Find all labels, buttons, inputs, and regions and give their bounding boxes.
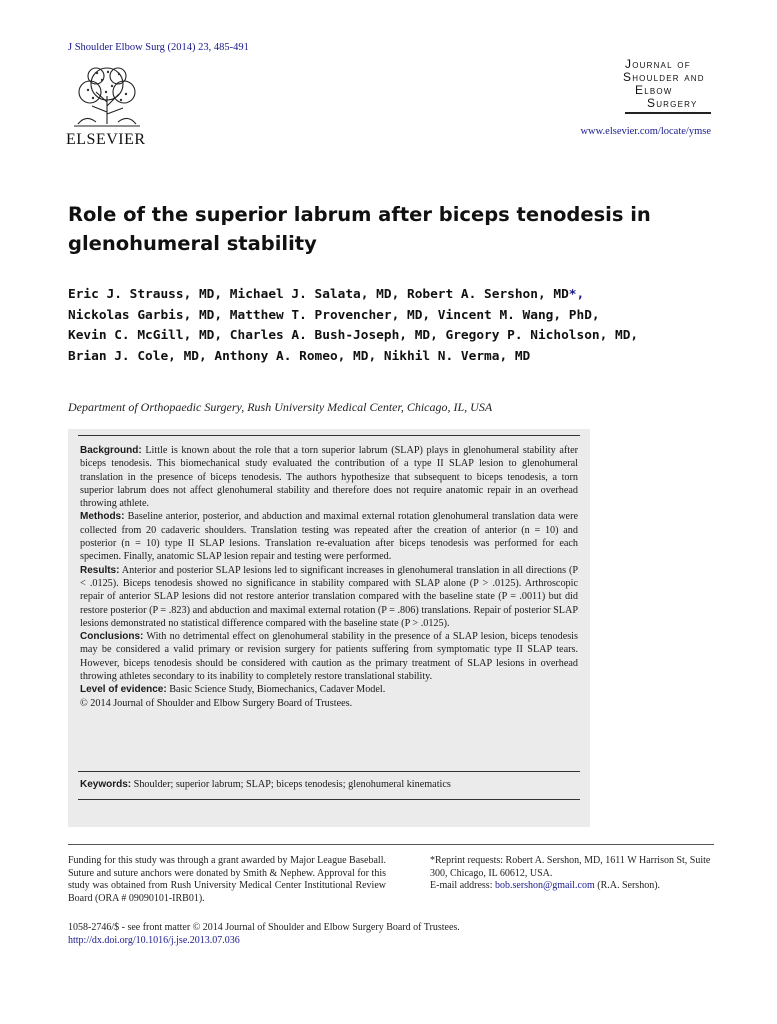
- abstract-background: [80, 444, 578, 510]
- author-list: [68, 285, 718, 367]
- author-line-text: Eric J. Strauss, MD, Michael J. Salata, MD, Robert A. Sershon, MD: [68, 287, 569, 302]
- abstract-body: [80, 444, 578, 710]
- journal-logo-rule: [625, 112, 711, 114]
- section-label: Conclusions:: [80, 631, 144, 643]
- keywords: [80, 778, 578, 791]
- author-line: Nickolas Garbis, MD, Matthew T. Provencher, MD, Vincent M. Wang, PhD,: [68, 307, 600, 323]
- reprint-address: *Reprint requests: Robert A. Sershon, MD, 1611 W Harrison St, Suite 300, Chicago, IL 60612, USA.: [430, 855, 711, 879]
- issn-line: 1058-2746/$ - see front matter © 2014 Journal of Shoulder and Elbow Surgery Board of Trustees.: [68, 922, 460, 933]
- journal-url-link[interactable]: www.elsevier.com/locate/ymse: [580, 126, 711, 137]
- journal-logo-line: Elbow: [635, 83, 673, 97]
- section-text: Little is known about the role that a torn superior labrum (SLAP) plays in glenohumeral stability after biceps tenodesis. This biomechanical study evaluated the contribution of a type II SLAP lesion to glenohumeral translation in the presence of biceps tenodesis. The authors hypothesize that subsequent to biceps tenodesis, a torn superior labrum does not affect glenohumeral stability and therefore does not require anatomic repair in an overhead throwing athlete.: [80, 445, 578, 510]
- abstract-methods: [80, 510, 578, 563]
- journal-logo: [617, 58, 711, 114]
- journal-logo-line: Journal of: [625, 57, 691, 71]
- email-line: [414, 880, 714, 893]
- section-text: Anterior and posterior SLAP lesions led to significant increases in glenohumeral translation in all directions (P < .0125). Biceps tenodesis showed no significance in stability compared with SLAP alone (P > .0125). Arthroscopic repair of anterior SLAP lesions did not restore anterior translation compared with the baseline state (P = .0011) but did restore posterior (P = .823) and abduction and maximal external rotation (P = .806) translations. Repair of posterior SLAP lesions demonstrated no statistical difference compared with the baseline state (P > .0125).: [80, 564, 579, 629]
- article-title: Role of the superior labrum after biceps tenodesis in glenohumeral stability: [68, 203, 651, 255]
- author-line: [68, 285, 718, 306]
- issn-block: [68, 921, 460, 947]
- doi-link[interactable]: http://dx.doi.org/10.1016/j.jse.2013.07.036: [68, 935, 240, 946]
- keywords-top-rule: [78, 771, 580, 772]
- affiliation: Department of Orthopaedic Surgery, Rush University Medical Center, Chicago, IL, USA: [68, 400, 493, 414]
- section-label: Results:: [80, 564, 120, 576]
- publisher-name: ELSEVIER: [66, 131, 146, 148]
- email-link[interactable]: bob.sershon@gmail.com: [494, 880, 595, 892]
- corresponding-author-link[interactable]: *,: [568, 287, 585, 302]
- abstract-copyright: © 2014 Journal of Shoulder and Elbow Surgery Board of Trustees.: [80, 697, 353, 709]
- email-prefix: E-mail address:: [430, 880, 493, 892]
- funding-footnote: Funding for this study was through a grant awarded by Major League Baseball. Suture and suture anchors were donated by Smith & Nephew. Approval for this study was obtained from Rush University Medical Center Institutional Review Board (ORA # 09090101-IRB01).: [68, 855, 386, 904]
- section-label: Background:: [80, 445, 142, 456]
- abstract-bottom-rule: [78, 799, 580, 800]
- author-line: Brian J. Cole, MD, Anthony A. Romeo, MD, Nikhil N. Verma, MD: [68, 348, 531, 364]
- section-label: Level of evidence:: [80, 684, 167, 696]
- section-text: Baseline anterior, posterior, and abduction and maximal external rotation glenohumeral translation data were collected from 20 cadaveric shoulders. Translation testing was repeated after the creation of anterior (n = 10) and posterior (n = 10) type II SLAP lesions. Translation re-evaluation after biceps tenodesis was performed for each specimen. Finally, anatomic SLAP lesion repair and testing were performed.: [80, 511, 578, 563]
- abstract-results: [80, 564, 578, 630]
- abstract-top-rule: [78, 435, 580, 436]
- keywords-text: Shoulder; superior labrum; SLAP; biceps tenodesis; glenohumeral kinematics: [133, 779, 451, 790]
- author-line: Kevin C. McGill, MD, Charles A. Bush-Joseph, MD, Gregory P. Nicholson, MD,: [68, 328, 639, 343]
- section-text: With no detrimental effect on glenohumeral stability in the presence of a SLAP lesion, biceps tenodesis may be considered a valid primary or revision surgery for patients suffering from symptomatic type II SLAP tears. However, biceps tenodesis should be considered with caution as the primary treatment of SLAP lesions in overhead throwing athletes secondary to its inability to completely restore translational stability.: [80, 631, 578, 683]
- journal-logo-line: Shoulder and: [623, 70, 705, 84]
- journal-citation: J Shoulder Elbow Surg (2014) 23, 485-491: [68, 42, 249, 53]
- abstract-level-of-evidence: [80, 683, 578, 696]
- email-suffix: (R.A. Sershon).: [597, 880, 661, 892]
- journal-logo-line: Surgery: [647, 96, 698, 110]
- footnote-divider: [68, 844, 714, 845]
- reprint-footnote: [414, 855, 714, 893]
- section-text: Basic Science Study, Biomechanics, Cadaver Model.: [169, 684, 386, 696]
- abstract-conclusions: [80, 630, 578, 683]
- keywords-label: Keywords:: [80, 779, 132, 790]
- abstract-box: [68, 429, 590, 827]
- section-label: Methods:: [80, 511, 125, 523]
